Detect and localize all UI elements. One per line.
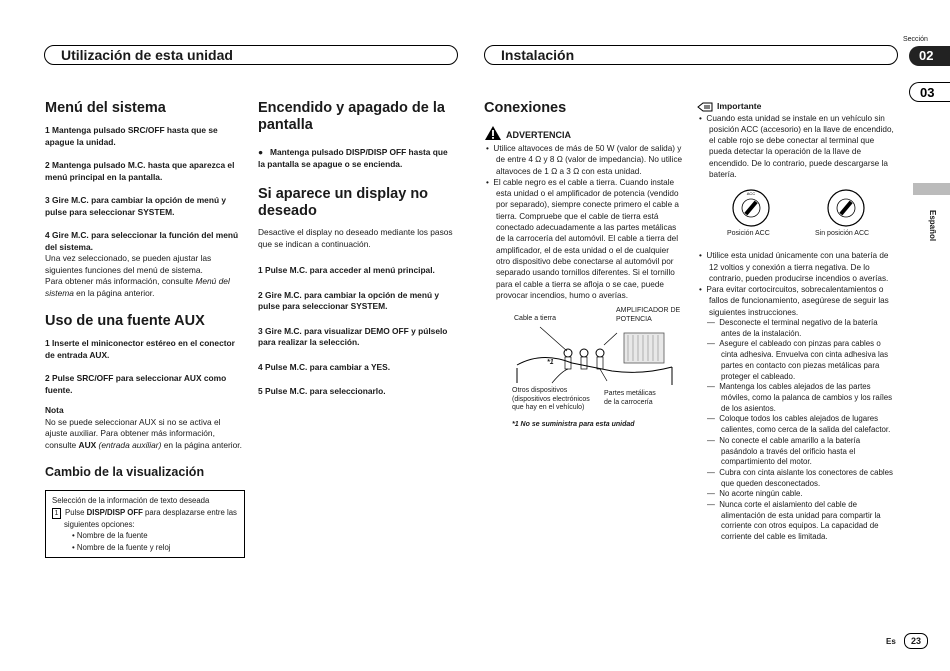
ground-diagram (512, 323, 682, 393)
column-4 (697, 101, 897, 543)
header-right-title: Instalación (484, 45, 898, 65)
heading-menu-sistema: Menú del sistema (45, 100, 166, 116)
dash-icon: — (707, 489, 720, 499)
section-tab-02: 02 (909, 46, 950, 66)
heading-uso-aux: Uso de una fuente AUX (45, 313, 205, 329)
acc-figure (697, 188, 897, 250)
dash-icon: — (707, 467, 720, 477)
dash-icon: — (707, 339, 720, 349)
important-hand-icon (697, 102, 713, 112)
fig-note: *1 No se suministra para esta unidad (512, 421, 635, 429)
box-step-number: 1 (52, 508, 61, 519)
bullet-icon: • (486, 177, 494, 187)
display-info-box (45, 490, 245, 558)
heading-encendido: Encendido y apagado de la pantalla (258, 100, 445, 133)
page-number: 23 (904, 633, 928, 649)
menu-paragraph-2: Para obtener más información, consulte Menú del sistema en la página anterior. (45, 276, 230, 298)
column-3 (484, 100, 684, 430)
enc-bullet: ● Mantenga pulsado DISP/DISP OFF hasta que la pantalla se apague o se encienda. (258, 147, 448, 169)
ignition-acc-icon (729, 188, 773, 228)
dash-item-2: — Asegure el cableado con pinzas para cables o cinta adhesiva. Envuelva con cinta adhesiva las partes en contacto con piezas metálicas para proteger el cableado. (707, 339, 889, 381)
bullet-icon: ● (258, 147, 271, 157)
ground-figure (484, 307, 684, 427)
step-1: 1 Mantenga pulsado SRC/OFF hasta que se apague la unidad. (45, 125, 218, 147)
ignition-no-acc-icon (824, 188, 868, 228)
step-2: 2 Mantenga pulsado M.C. hasta que aparezca el menú principal en la pantalla. (45, 160, 235, 182)
bullet-icon: • (699, 251, 707, 261)
header-left-title: Utilización de esta unidad (44, 45, 458, 65)
fig-amp-label: AMPLIFICADOR DE POTENCIA (616, 307, 681, 323)
bullet-icon: • (72, 542, 77, 552)
side-language-bar (913, 183, 950, 195)
svg-text:ACC: ACC (746, 191, 756, 197)
fig-partes-label: Partes metálicas de la carrocería (604, 390, 656, 406)
display-step-4: 4 Pulse M.C. para cambiar a YES. (258, 361, 391, 372)
display-step-2: 2 Gire M.C. para cambiar la opción de menú y pulse para seleccionar SYSTEM. (258, 289, 440, 311)
aux-step-2: 2 Pulse SRC/OFF para seleccionar AUX como fuente. (45, 373, 227, 395)
dash-item-4: — Coloque todos los cables alejados de lugares calientes, como cerca de la salida del calefactor. (707, 414, 891, 435)
acc-label: Posición ACC (727, 230, 770, 238)
heading-conexiones: Conexiones (484, 100, 567, 116)
imp-bullet-2: • Utilice esta unidad únicamente con una batería de 12 voltios y conexión a tierra negativa. De lo contrario, pueden producirse incendios o averías. (699, 251, 889, 283)
importante-heading (697, 101, 897, 113)
display-step-3: 3 Gire M.C. para visualizar DEMO OFF y púlselo para realizar la selección. (258, 325, 448, 347)
box-item-1: • Nombre de la fuente (72, 531, 148, 540)
dash-item-8: — Nunca corte el aislamiento del cable de alimentación de esta unidad para compartir la corriente con otros equipos. La capacidad de corriente del cable es limitada. (707, 500, 881, 542)
fig-otros-label: Otros dispositivos (dispositivos electrónicos que hay en el vehículo) (512, 387, 590, 412)
display-step-1: 1 Pulse M.C. para acceder al menú principal. (258, 265, 435, 275)
bullet-icon: • (72, 531, 77, 540)
heading-display-no-deseado: Si aparece un display no deseado (258, 186, 429, 219)
display-step-5: 5 Pulse M.C. para seleccionarlo. (258, 386, 386, 396)
fig-mark-label: *1 (547, 359, 554, 367)
menu-paragraph-1: Una vez seleccionado, se pueden ajustar las siguientes funciones del menú de sistema. (45, 253, 212, 275)
dash-item-3: — Mantenga los cables alejados de las partes móviles, como la palanca de cambios y los raíles de los asientos. (707, 382, 893, 413)
box-step: 1 Pulse DISP/DISP OFF para desplazarse entre las siguientes opciones: (52, 507, 238, 531)
fig-cable-label: Cable a tierra (514, 315, 557, 323)
box-item-2: • Nombre de la fuente y reloj (72, 542, 171, 552)
warning-bullet-2: • El cable negro es el cable a tierra. Cuando instale esta unidad o el amplificador de potencia (vendido por separado), siempre conecte primero el cable a tierra. Compruebe que el cable de tierra está conectado adecuadamente a las partes metálicas de la carrocería del automóvil. El cable a tierra del amplificador, el de esta unidad o el de cualquier otro dispositivo debe conectarse al automóvil por separado usando tornillos diferentes. Si el tornillo para el cable a tierra se afloja o se cae, puede provocar incendios, humo o averías. (486, 177, 679, 300)
warning-title: ADVERTENCIA (506, 129, 572, 140)
no-acc-label: Sin posición ACC (815, 230, 870, 238)
imp-bullet-3: • Para evitar cortocircuitos, sobrecalentamientos o fallos de funcionamiento, asegúrese de seguir las siguientes instrucciones. (699, 285, 889, 317)
bullet-icon: • (699, 285, 707, 295)
step-3: 3 Gire M.C. para cambiar la opción de menú y pulse para seleccionar SYSTEM. (45, 195, 227, 217)
footer-lang: Es (886, 637, 896, 646)
column-2 (258, 100, 453, 398)
step-4: 4 Gire M.C. para seleccionar la función del menú del sistema. (45, 230, 239, 252)
imp-bullet-1: • Cuando esta unidad se instale en un vehículo sin posición ACC (accesorio) en la llave de encendido, el cable rojo se debe conectar al terminal que pueda detectar la operación de la llave de encendido. De lo contrario, puede descargarse la batería. (699, 113, 894, 179)
importante-title: Importante (717, 101, 762, 111)
display-paragraph: Desactive el display no deseado mediante los pasos que se indican a continuación. (258, 227, 453, 249)
dash-icon: — (707, 414, 720, 424)
section-tab-03: 03 (909, 82, 950, 102)
dash-item-6: — Cubra con cinta aislante los conectores de cables que queden desconectados. (707, 467, 893, 488)
warning-heading (484, 125, 684, 141)
warning-icon (484, 125, 502, 141)
side-language-label: Español (928, 210, 937, 242)
warning-bullet-1: • Utilice altavoces de más de 50 W (valor de salida) y de entre 4 Ω y 8 Ω (valor de impedancia). No utilice altavoces de 1 Ω a 3 Ω con esta unidad. (486, 144, 683, 176)
box-title: Selección de la información de texto deseada (52, 496, 210, 505)
dash-icon: — (707, 382, 720, 392)
heading-cambio-visualizacion: Cambio de la visualización (45, 465, 205, 479)
nota-text: No se puede seleccionar AUX si no se activa el ajuste auxiliar. Para obtener más información, consulte AUX (entrada auxiliar) en la página anterior. (45, 416, 242, 450)
bullet-icon: • (699, 113, 707, 123)
column-1 (45, 100, 245, 558)
aux-step-1: 1 Inserte el miniconector estéreo en el conector de entrada AUX. (45, 338, 235, 360)
dash-icon: — (707, 500, 720, 510)
section-label: Sección (903, 36, 928, 43)
dash-icon: — (707, 318, 720, 328)
dash-item-5: — No conecte el cable amarillo a la batería pasándolo a través del orificio hasta el compartimiento del motor. (707, 435, 861, 467)
dash-icon: — (707, 435, 720, 445)
bullet-icon: • (486, 144, 494, 153)
dash-item-7: — No acorte ningún cable. (707, 489, 803, 499)
dash-item-1: — Desconecte el terminal negativo de la batería antes de la instalación. (707, 318, 878, 338)
nota-title: Nota (45, 405, 64, 415)
